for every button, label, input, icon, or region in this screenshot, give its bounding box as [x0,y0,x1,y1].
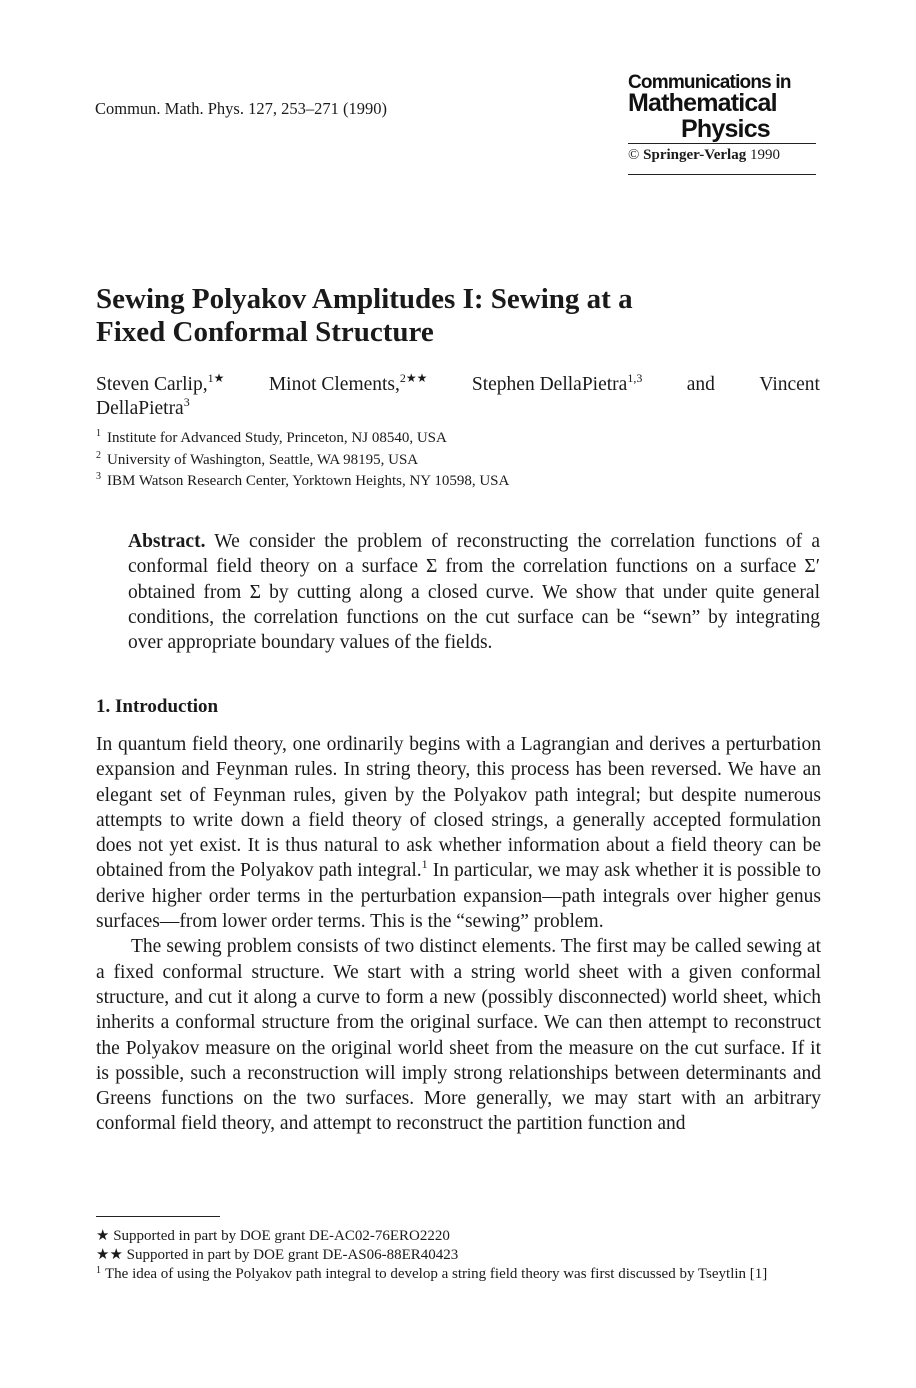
abstract [128,529,820,655]
affiliation-1 [96,428,509,450]
footnote-1 [96,1227,822,1246]
paragraph-2: The sewing problem consists of two distinct elements. The first may be called sewing at a fixed conformal structure. We start with a string world sheet with a given conformal structure, and cut it along a curve to form a new (possibly disconnected) world sheet, which inherits a conformal structure from the original surface. We can then attempt to reconstruct the Polyakov measure on the original world sheet from the measure on the cut surface. If it is possible, such a reconstruction will imply strong relationships between determinants and Greens functions on the two surfaces. More generally, we may start with an arbitrary conformal field theory, and attempt to reconstruct the partition function and [96,936,821,1135]
journal-citation: Commun. Math. Phys. 127, 253–271 (1990) [95,99,387,118]
author-4-last: DellaPietra [96,398,184,419]
abstract-text: We consider the problem of reconstructing the correlation functions of a conformal field theory on a surface Σ from the correlation functions on a surface Σ′ obtained from Σ by cutting along a closed curve. We show that under quite general conditions, the correlation functions on the cut surface can be “sewn” by integrating over appropriate boundary values of the fields. [128,531,820,654]
author-2-mark: 2★★ [399,371,428,385]
paragraph-1-part-b: In particular, we may ask whether it is possible to derive higher order terms in the perturbation expansion—path integrals over higher genus surfaces—from lower order terms. This is the “sewing” problem. [96,860,822,933]
footnotes [96,1227,822,1284]
author-3-name: Stephen DellaPietra [471,374,628,395]
footnote-3 [96,1265,822,1284]
publisher-name: Springer-Verlag [643,147,747,163]
affiliation-2 [96,450,509,472]
author-conjunction: and [686,374,715,395]
author-2-name: Minot Clements, [268,374,400,395]
author-3-mark: 1,3 [627,371,643,385]
author-4-first: Vincent [759,374,820,395]
affiliation-3-text: IBM Watson Research Center, Yorktown Heights, NY 10598, USA [107,473,510,489]
author-list [96,373,820,421]
footnote-1-text: Supported in part by DOE grant DE-AC02-76ERO2220 [113,1228,450,1244]
journal-logo [628,72,816,178]
author-2 [269,373,428,397]
affiliation-3 [96,471,509,493]
author-1 [96,373,224,397]
affiliations [96,428,509,493]
author-row-1 [96,373,820,397]
journal-name-line2: Mathematical [628,89,777,117]
footnote-2-text: Supported in part by DOE grant DE-AS06-88ER40423 [126,1247,459,1263]
journal-name-line1: Communications in [628,72,791,93]
author-4-mark: 3 [183,395,190,409]
paper-title [96,283,716,349]
footnote-2-mark: ★★ [96,1247,123,1263]
affiliation-1-num: 1 [96,428,101,439]
author-1-mark: 1★ [207,371,225,385]
footnote-1-mark: ★ [96,1228,110,1244]
footnote-3-mark: 1 [96,1265,101,1276]
author-row-2 [96,397,820,421]
title-line-1: Sewing Polyakov Amplitudes I: Sewing at a [96,283,633,315]
footnote-rule [96,1216,220,1217]
footnote-3-text: The idea of using the Polyakov path integral to develop a string field theory was first discussed by Tseytlin [1] [105,1266,768,1282]
paragraph-1-part-a: In quantum field theory, one ordinarily begins with a Lagrangian and derives a perturbation expansion and Feynman rules. In string theory, this process has been reversed. We have an elegant set of Feynman rules, given by the Polyakov path integral; but despite numerous attempts to write down a field theory of closed strings, a generally accepted formulation does not yet exist. It is thus natural to ask whether information about a field theory can be obtained from the Polyakov path integral. [96,734,821,882]
logo-rule-bottom [628,174,816,175]
title-line-2: Fixed Conformal Structure [96,316,434,348]
journal-name-line3: Physics [681,115,770,143]
section-body [96,732,821,1137]
author-3 [472,373,642,397]
affiliation-2-num: 2 [96,449,101,461]
publisher-line [628,147,780,164]
publisher-year: 1990 [749,147,780,163]
abstract-label: Abstract. [128,531,206,552]
section-heading: 1. Introduction [96,696,219,717]
paragraph-1 [96,732,821,934]
affiliation-1-text: Institute for Advanced Study, Princeton, NJ 08540, USA [107,430,447,446]
author-1-name: Steven Carlip, [96,374,208,395]
affiliation-3-num: 3 [96,471,101,482]
footnote-ref-1: 1 [421,857,428,872]
footnote-2 [96,1246,822,1265]
affiliation-2-text: University of Washington, Seattle, WA 98195, USA [107,451,419,468]
copyright-symbol: © [628,147,640,163]
logo-rule-top [628,143,816,144]
